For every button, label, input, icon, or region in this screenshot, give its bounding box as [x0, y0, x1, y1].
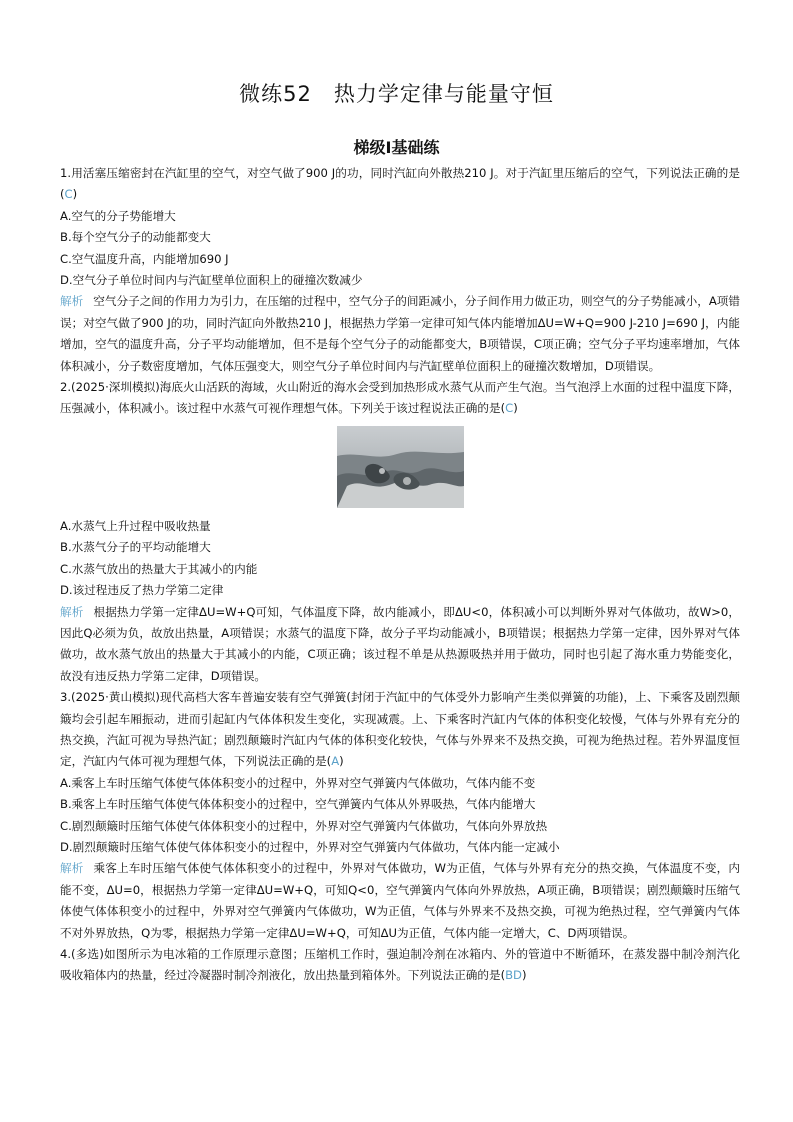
question-3-option-d: D.剧烈颠簸时压缩气体使气体体积变小的过程中，外界对空气弹簧内气体做功，气体内能一定减小 — [60, 839, 560, 854]
question-1-analysis: 解析 空气分子之间的作用力为引力，在压缩的过程中，空气分子的间距减小，分子间作用力做正功，则空气的分子势能减小，A项错误；对空气做了900 J的功，同时汽缸向外散热210 J，根据热力学第一定律可知气体内能增加ΔU=W+Q=900 J-210 J=690 J，内能增加，空气的温度升高，分子平均动能增加，但不是每个空气分子的动能都变大，B项错误，C项正确；空气分子平均速率增加，气体体积减小，分子数密度增加，气体压强变大，则空气分子单位时间内与汽缸壁单位面积上的碰撞次数增加，D项错误。 — [60, 294, 740, 373]
question-1-option-a: A.空气的分子势能增大 — [60, 208, 176, 223]
volcano-sea-photo — [337, 426, 464, 508]
question-3-option-c: C.剧烈颠簸时压缩气体使气体体积变小的过程中，外界对空气弹簧内气体做功，气体向外界放热 — [60, 818, 548, 833]
analysis-label: 解析 — [60, 294, 84, 309]
question-2-option-c: C.水蒸气放出的热量大于其减小的内能 — [60, 561, 258, 576]
analysis-label: 解析 — [60, 861, 84, 876]
question-3-option-b: B.乘客上车时压缩气体使气体体积变小的过程中，空气弹簧内气体从外界吸热，气体内能增大 — [60, 797, 536, 812]
question-3-stem: 3.(2025·黄山模拟)现代高档大客车普遍安装有空气弹簧(封闭于汽缸中的气体受外力影响产生类似弹簧的功能)，上、下乘客及剧烈颠簸均会引起车厢振动，进而引起缸内气体体积发生变化，实现减震。上、下乘客时汽缸内气体的体积变化较慢，气体与外界有充分的热交换，汽缸可视为导热汽缸；剧烈颠簸时汽缸内气体的体积变化较快，气体与外界来不及热交换，可视为绝热过程。若外界温度恒定，汽缸内气体可视为理想气体，下列说法正确的是(A) — [60, 690, 740, 769]
question-3-option-a: A.乘客上车时压缩气体使气体体积变小的过程中，外界对空气弹簧内气体做功，气体内能不变 — [60, 775, 536, 790]
question-2-stem: 2.(2025·深圳模拟)海底火山活跃的海域，火山附近的海水会受到加热形成水蒸气从而产生气泡。当气泡浮上水面的过程中温度下降，压强减小，体积减小。该过程中水蒸气可视作理想气体。下列关于该过程说法正确的是(C) — [60, 380, 740, 416]
question-3-answer: A — [331, 754, 340, 769]
page-title: 微练52 热力学定律与能量守恒 — [239, 82, 554, 106]
question-3-analysis: 解析 乘客上车时压缩气体使气体体积变小的过程中，外界对气体做功，W为正值，气体与外界有充分的热交换，气体温度不变，内能不变，ΔU=0，根据热力学第一定律ΔU=W+Q，可知Q<0，空气弹簧内气体向外界放热，A项正确，B项错误；剧烈颠簸时压缩气体使气体体积变小的过程中，外界对空气弹簧内气体做功，W为正值，气体与外界来不及热交换，可视为绝热过程，空气弹簧内气体不对外界放热，Q为零，根据热力学第一定律ΔU=W+Q，可知ΔU为正值，气体内能一定增大，C、D两项错误。 — [60, 861, 740, 940]
question-2-analysis: 解析 根据热力学第一定律ΔU=W+Q可知，气体温度下降，故内能减小，即ΔU<0，体积减小可以判断外界对气体做功，故W>0，因此Q必须为负，故放出热量，A项错误；水蒸气的温度下降，故分子平均动能减小，B项错误；根据热力学第一定律，因外界对气体做功，故水蒸气放出的热量大于其减小的内能，C项正确；该过程不单是从热源吸热并用于做功，同时也引起了海水重力势能变化，故没有违反热力学第二定律，D项错误。 — [60, 604, 740, 683]
question-1-answer: C — [64, 187, 73, 202]
question-2-option-d: D.该过程违反了热力学第二定律 — [60, 583, 224, 598]
question-1-option-b: B.每个空气分子的动能都变大 — [60, 230, 211, 245]
question-1-option-d: D.空气分子单位时间内与汽缸壁单位面积上的碰撞次数减少 — [60, 273, 363, 288]
question-1-stem: 1.用活塞压缩密封在汽缸里的空气，对空气做了900 J的功，同时汽缸向外散热210 J。对于汽缸里压缩后的空气，下列说法正确的是(C) — [60, 166, 740, 202]
question-2-option-b: B.水蒸气分子的平均动能增大 — [60, 540, 211, 555]
question-4-stem: 4.(多选)如图所示为电冰箱的工作原理示意图；压缩机工作时，强迫制冷剂在冰箱内、外的管道中不断循环，在蒸发器中制冷剂汽化吸收箱体内的热量，经过冷凝器时制冷剂液化，放出热量到箱体外。下列说法正确的是(BD) — [60, 947, 740, 983]
question-content — [60, 163, 740, 987]
question-4-answer: BD — [505, 968, 522, 983]
question-2-option-a: A.水蒸气上升过程中吸收热量 — [60, 518, 211, 533]
question-2-answer: C — [505, 401, 514, 416]
analysis-label: 解析 — [60, 604, 84, 619]
question-1-option-c: C.空气温度升高，内能增加690 J — [60, 251, 229, 266]
section-subtitle: 梯级Ⅰ基础练 — [353, 138, 440, 157]
